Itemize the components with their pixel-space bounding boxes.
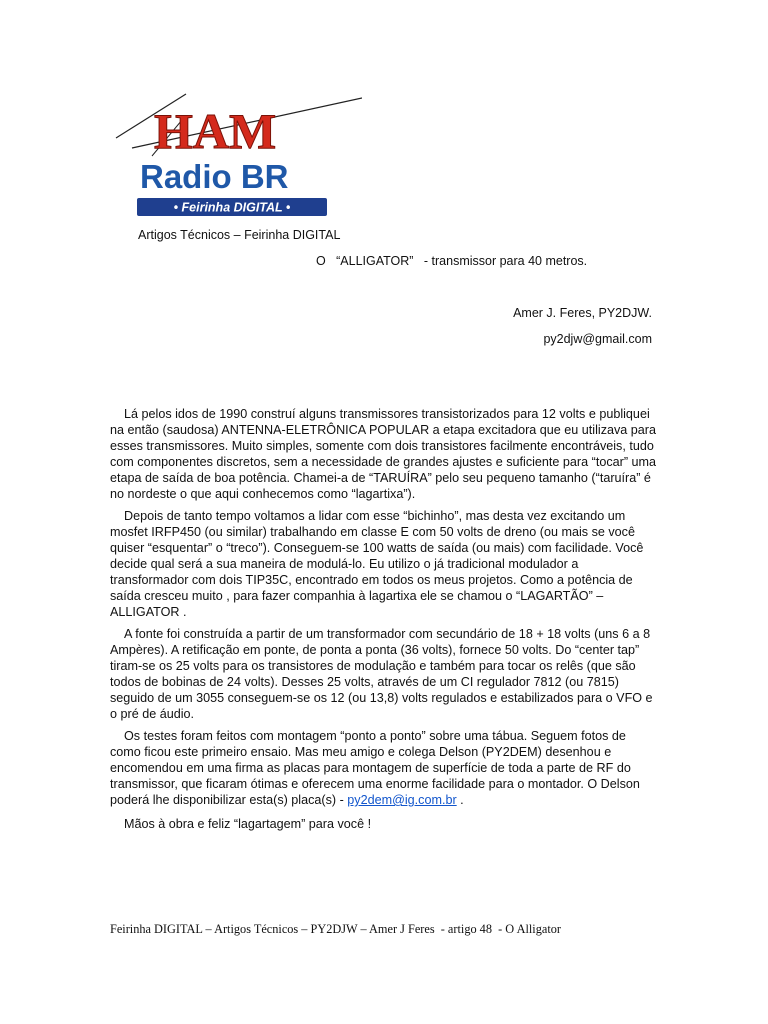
logo-banner-text: • Feirinha DIGITAL • [173,200,291,215]
paragraph: A fonte foi construída a partir de um transformador com secundário de 18 + 18 volts (uns 6 a 8 Ampères). A retificação em ponte, de ponta a ponta (36 volts), fornece 50 volts. Do “center tap” tiram-se os 25 volts para os transistores de modulação e também para tocar os relês (que são todos de bobinas de 24 volts). Desses 25 volts, através de um CI regulador 7812 (ou 7815) seguido de um 3055 conseguem-se os 12 (ou 13,8) volts regulados e estabilizados para o VFO e o pré de áudio. [110,627,653,721]
page-footer: Feirinha DIGITAL – Artigos Técnicos – PY2DJW – Amer J Feres - artigo 48 - O Alligator [110,922,561,936]
article-author: Amer J. Feres, PY2DJW. [513,306,652,320]
article-title: O “ALLIGATOR” - transmissor para 40 metros. [316,254,588,268]
ham-radio-br-logo [112,90,362,222]
article-caption: Artigos Técnicos – Feirinha DIGITAL [138,228,341,242]
paragraph: Lá pelos idos de 1990 construí alguns transmissores transistorizados para 12 volts e publiquei na então (saudosa) ANTENNA-ELETRÔNICA POPULAR a etapa excitadora que eu utilizava para esses transmissores. Muito simples, somente com dois transistores facilmente encontráveis, tudo com componentes discretos, sem a necessidade de grandes ajustes e suficiente para “tocar” uma etapa de saída de boa potência. Chamei-a de “TARUÍRA” pelo seu pequeno tamanho (“taruíra” é no nordeste o que aqui conhecemos como “lagartixa”). [110,407,657,501]
logo-radio-text: Radio BR [140,158,289,195]
author-email: py2djw@gmail.com [543,332,652,346]
logo-ham-text: HAM [154,103,277,159]
paragraph: Depois de tanto tempo voltamos a lidar com esse “bichinho”, mas desta vez excitando um mosfet IRFP450 (ou similar) trabalhando em classe E com 50 volts de dreno (ou mais se você quiser “esquentar” o “treco”). Conseguem-se 100 watts de saída (ou mais) com facilidade. Você decide qual será a sua maneira de modulá-lo. Eu utilizo o já tradicional modulador a transformador com dois TIP35C, encontrado em todos os meus projetos. Como a potência de saída cresceu muito , para fazer companhia à lagartixa ele se chamou o “LAGARTÃO” – ALLIGATOR . [110,509,644,619]
closing-line: Mãos à obra e feliz “lagartagem” para você ! [124,817,372,831]
delson-email-link[interactable]: py2dem@ig.com.br [347,793,457,807]
paragraph: Os testes foram feitos com montagem “ponto a ponto” sobre uma tábua. Seguem fotos de como ficou este primeiro ensaio. Mas meu amigo e colega Delson (PY2DEM) desenhou e encomendou em uma firma as placas para montagem de superfície de toda a parte de RF do transmissor, que ficaram ótimas e oferecem uma enorme facilidade para o montador. O Delson poderá lhe disponibilizar esta(s) placa(s) - py2dem@ig.com.br . [110,729,640,807]
article-body [110,406,656,838]
